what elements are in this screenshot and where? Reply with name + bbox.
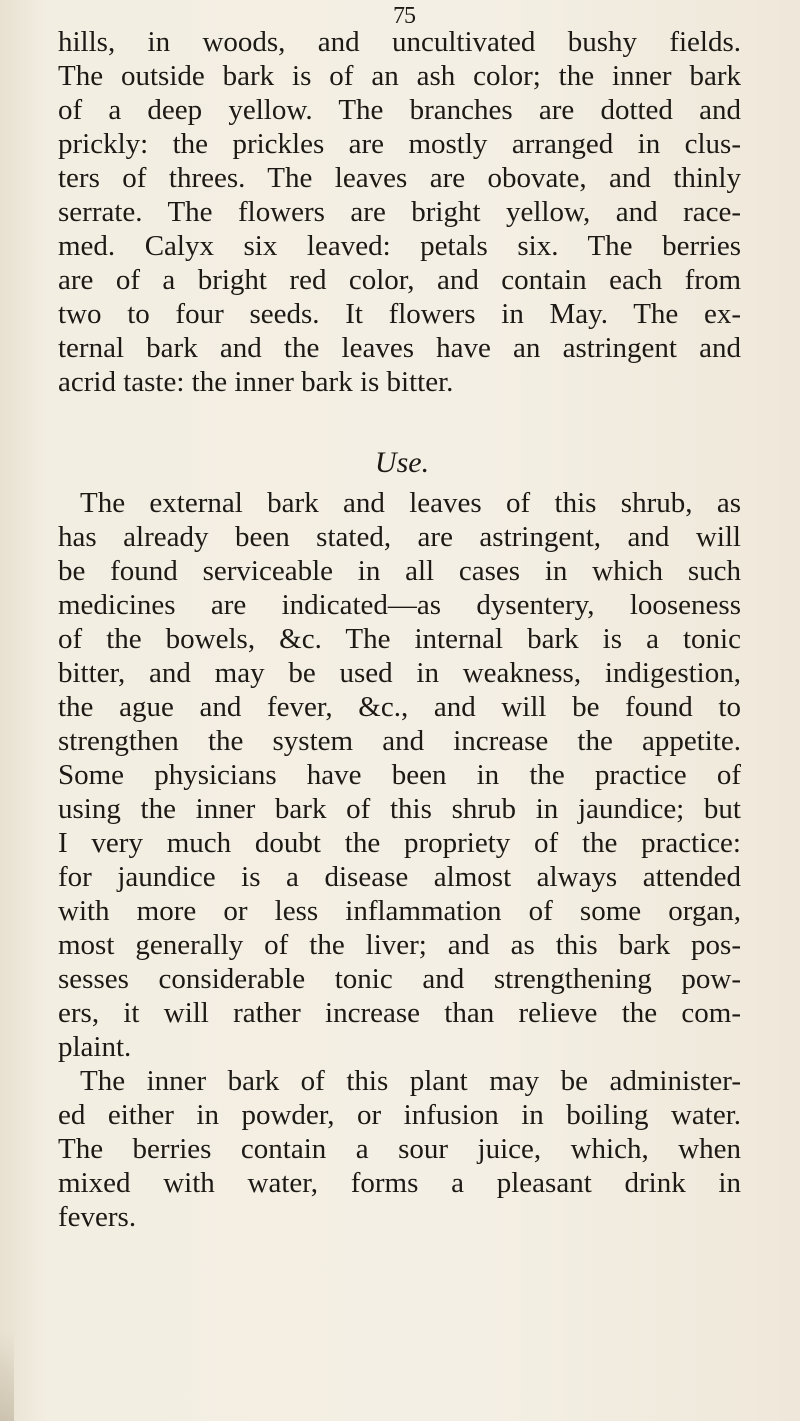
text-line: bitter, and may be used in weakness, indigestion,	[58, 657, 741, 689]
section-heading: Use.	[374, 446, 430, 479]
paper-stain	[0, 1330, 14, 1421]
text-line: medicines are indicated—as dysentery, looseness	[58, 589, 741, 621]
text-line: ers, it will rather increase than relieve the com-	[58, 997, 741, 1029]
text-line: acrid taste: the inner bark is bitter.	[58, 366, 454, 398]
text-line: ternal bark and the leaves have an astringent and	[58, 332, 741, 364]
text-line: mixed with water, forms a pleasant drink in	[58, 1167, 741, 1199]
text-line: ters of threes. The leaves are obovate, and thinly	[58, 162, 741, 194]
text-line: be found serviceable in all cases in which such	[58, 555, 741, 587]
text-line: I very much doubt the propriety of the practice:	[58, 827, 741, 859]
page-number: 75	[393, 3, 415, 29]
text-line: med. Calyx six leaved: petals six. The berries	[58, 230, 741, 262]
text-line: strengthen the system and increase the appetite.	[58, 725, 741, 757]
text-line: are of a bright red color, and contain each from	[58, 264, 741, 296]
text-line: The inner bark of this plant may be administer-	[80, 1065, 741, 1097]
text-line: of the bowels, &c. The internal bark is a tonic	[58, 623, 741, 655]
text-line: serrate. The flowers are bright yellow, and race-	[58, 196, 741, 228]
text-line: hills, in woods, and uncultivated bushy fields.	[58, 26, 741, 58]
text-line: using the inner bark of this shrub in jaundice; but	[58, 793, 741, 825]
text-line: has already been stated, are astringent, and will	[58, 521, 741, 553]
text-line: prickly: the prickles are mostly arranged in clus-	[58, 128, 741, 160]
text-line: two to four seeds. It flowers in May. The ex-	[58, 298, 741, 330]
text-line: of a deep yellow. The branches are dotted and	[58, 94, 741, 126]
text-line: with more or less inflammation of some organ,	[58, 895, 741, 927]
text-line: most generally of the liver; and as this bark pos-	[58, 929, 741, 961]
text-line: Some physicians have been in the practice of	[58, 759, 741, 791]
text-line: The external bark and leaves of this shrub, as	[80, 487, 741, 519]
text-line: for jaundice is a disease almost always attended	[58, 861, 741, 893]
text-line: The outside bark is of an ash color; the inner bark	[58, 60, 741, 92]
text-line: ed either in powder, or infusion in boiling water.	[58, 1099, 741, 1131]
text-line: plaint.	[58, 1031, 132, 1063]
text-line: fevers.	[58, 1201, 137, 1233]
text-line: sesses considerable tonic and strengthening pow-	[58, 963, 741, 995]
text-line: the ague and fever, &c., and will be found to	[58, 691, 741, 723]
text-line: The berries contain a sour juice, which, when	[58, 1133, 741, 1165]
